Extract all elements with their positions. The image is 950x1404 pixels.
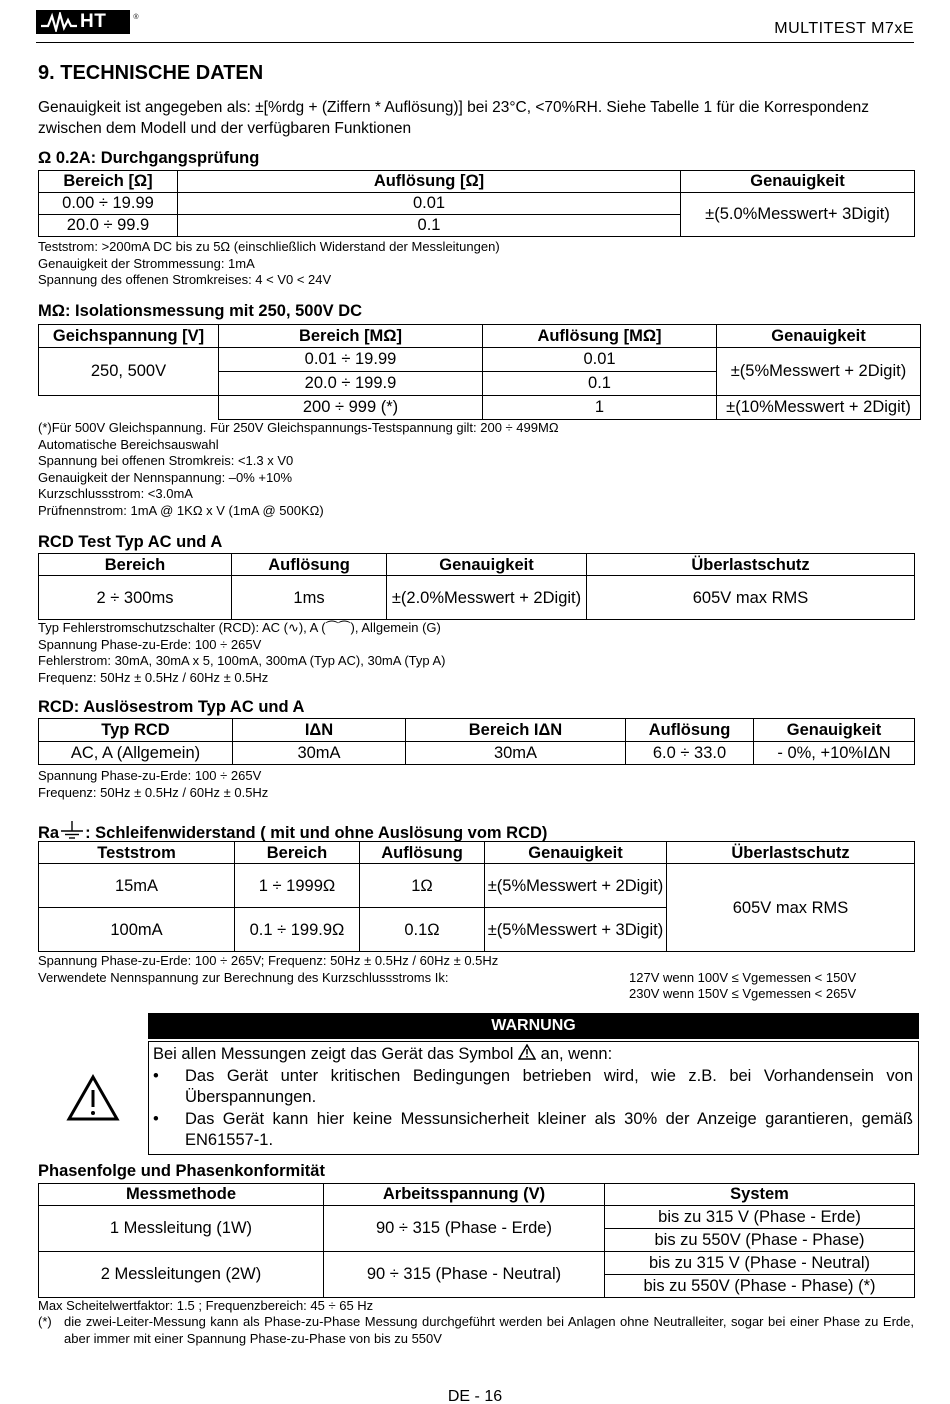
note-line: Spannung Phase-zu-Erde: 100 ÷ 265V <box>38 636 262 652</box>
note-line: Spannung Phase-zu-Erde: 100 ÷ 265V <box>38 768 262 783</box>
table-cell: 2 Messleitungen (2W) <box>39 1252 324 1298</box>
bullet-icon: • <box>153 1066 159 1085</box>
table-cell: 0.01 <box>483 348 717 372</box>
note-line: Frequenz: 50Hz ± 0.5Hz / 60Hz ± 0.5Hz <box>38 669 269 685</box>
rcd-test-table <box>38 553 915 620</box>
table-cell: 30mA <box>233 742 406 765</box>
note-line: Spannung bei offenen Stromkreis: <1.3 x V0 <box>38 453 294 469</box>
table-cell: ±(10%Messwert + 2Digit) <box>717 396 921 420</box>
col-header: Teststrom <box>39 842 235 864</box>
table-cell: - 0%, +10%IΔN <box>754 742 915 765</box>
page-title: 9. TECHNISCHE DATEN <box>38 62 264 84</box>
model-name: MULTITEST M7xE <box>774 20 914 37</box>
rcd-trip-notes <box>38 768 268 801</box>
col-header: Auflösung [MΩ] <box>483 325 717 348</box>
table-cell: 0.01 ÷ 19.99 <box>219 348 483 372</box>
col-header: System <box>605 1184 915 1206</box>
table-cell: 250, 500V <box>39 348 219 396</box>
table-cell: 1 ÷ 1999Ω <box>235 864 360 908</box>
col-header: Bereich <box>39 554 232 576</box>
lightning-icon <box>40 12 78 32</box>
col-header: IΔN <box>233 719 406 742</box>
footnote-text: die zwei-Leiter-Messung kann als Phase-zu-Phase Messung durchgeführt werden bei Anlagen ohne Neutralleiter, sogar bei einer Phase zu Erde, aber immer mit einer Spannung Phase-zu-Phase von bis zu 550V <box>64 1314 914 1346</box>
note-line: Typ Fehlerstromschutzschalter (RCD): AC (∿), A (⏜⏜), Allgemein (G) <box>38 620 441 635</box>
note-line: (*)Für 500V Gleichspannung. Für 250V Gleichspannungs-Testspannung gilt: 200 ÷ 499MΩ <box>38 420 559 435</box>
bullet-icon: • <box>153 1109 159 1128</box>
table-cell: 1 <box>483 396 717 420</box>
note-line: Kurzschlussstrom: <3.0mA <box>38 486 193 502</box>
table-cell: bis zu 315 V (Phase - Erde) <box>605 1206 915 1229</box>
table-cell: ±(5%Messwert + 2Digit) <box>485 864 667 908</box>
note-line: Genauigkeit der Strommessung: 1mA <box>38 255 255 271</box>
table-cell: 0.1 <box>483 372 717 396</box>
phase-note: Max Scheitelwertfaktor: 1.5 ; Frequenzbereich: 45 ÷ 65 Hz <box>38 1298 374 1313</box>
table-cell: 0.01 <box>178 193 681 215</box>
bullet-text: Das Gerät unter kritischen Bedingungen betrieben wird, wie z.B. bei Vorhandensein von Überspannungen. <box>185 1066 913 1106</box>
bullet-text: Das Gerät kann hier keine Messunsicherheit kleiner als 30% der Anzeige garantieren, gemäß EN61557-1. <box>185 1109 913 1149</box>
intro-text: Genauigkeit ist angegeben als: ±[%rdg + (Ziffern * Auflösung)] bei 23°C, <70%RH. Siehe Tabelle 1 für die Korrespondenz zwischen dem Modell und der verfügbaren Funktionen <box>38 99 869 137</box>
insulation-heading: MΩ: Isolationsmessung mit 250, 500V DC <box>38 302 363 320</box>
col-header: Auflösung <box>360 842 485 864</box>
phase-heading: Phasenfolge und Phasenkonformität <box>38 1162 325 1180</box>
note-line: Prüfnennstrom: 1mA @ 1KΩ x V (1mA @ 500KΩ) <box>38 502 324 518</box>
continuity-table <box>38 170 915 237</box>
table-cell: AC, A (Allgemein) <box>39 742 233 765</box>
table-cell: ±(5.0%Messwert+ 3Digit) <box>681 193 915 237</box>
note-line: Teststrom: >200mA DC bis zu 5Ω (einschließlich Widerstand der Messleitungen) <box>38 239 500 254</box>
table-cell: 200 ÷ 999 (*) <box>219 396 483 420</box>
col-header: Genauigkeit <box>681 171 915 193</box>
earth-ground-icon <box>59 820 85 840</box>
loop-heading <box>38 820 547 843</box>
table-cell: 2 ÷ 300ms <box>39 576 232 620</box>
table-cell: bis zu 315 V (Phase - Neutral) <box>605 1252 915 1275</box>
rcd-test-heading: RCD Test Typ AC und A <box>38 533 223 551</box>
insulation-table <box>38 324 921 420</box>
warning-text <box>153 1044 913 1152</box>
table-cell: ±(5%Messwert + 2Digit) <box>717 348 921 396</box>
table-cell: 90 ÷ 315 (Phase - Neutral) <box>324 1252 605 1298</box>
col-header: Genauigkeit <box>754 719 915 742</box>
table-cell: 0.1 ÷ 199.9Ω <box>235 908 360 952</box>
warning-triangle-icon <box>66 1074 120 1122</box>
loop-note-2: Verwendete Nennspannung zur Berechnung des Kurzschlussstroms Ik: <box>38 970 449 985</box>
table-cell: 15mA <box>39 864 235 908</box>
col-header: Überlastschutz <box>667 842 915 864</box>
rcd-trip-table <box>38 718 915 765</box>
col-header: Auflösung <box>232 554 387 576</box>
col-header: Typ RCD <box>39 719 233 742</box>
table-cell: 90 ÷ 315 (Phase - Erde) <box>324 1206 605 1252</box>
table-cell: 605V max RMS <box>587 576 915 620</box>
col-header: Bereich [MΩ] <box>219 325 483 348</box>
rcd-trip-heading: RCD: Auslösestrom Typ AC und A <box>38 698 305 716</box>
page-number: DE - 16 <box>447 1388 503 1404</box>
table-cell: 1Ω <box>360 864 485 908</box>
warning-bullet <box>153 1109 913 1152</box>
col-header: Bereich [Ω] <box>39 171 178 193</box>
col-header: Genauigkeit <box>387 554 587 576</box>
note-line: Frequenz: 50Hz ± 0.5Hz / 60Hz ± 0.5Hz <box>38 784 269 800</box>
loop-heading-prefix: Ra <box>38 824 60 842</box>
note-line: Genauigkeit der Nennspannung: –0% +10% <box>38 469 293 485</box>
loop-heading-text: : Schleifenwiderstand ( mit und ohne Auslösung vom RCD) <box>85 824 548 842</box>
table-cell: ±(2.0%Messwert + 2Digit) <box>387 576 587 620</box>
col-header: Geichspannung [V] <box>39 325 219 348</box>
insulation-notes <box>38 420 559 520</box>
note-line: Spannung des offenen Stromkreises: 4 < V0 < 24V <box>38 272 332 288</box>
note-line: Automatische Bereichsauswahl <box>38 436 219 452</box>
col-header: Bereich IΔN <box>406 719 626 742</box>
continuity-heading: Ω 0.2A: Durchgangsprüfung <box>38 149 260 167</box>
continuity-notes <box>38 239 500 289</box>
loop-note-4: 230V wenn 150V ≤ Vgemessen < 265V <box>629 986 857 1001</box>
loop-note-3: 127V wenn 100V ≤ Vgemessen < 150V <box>629 970 857 985</box>
header-divider <box>36 42 914 43</box>
table-cell: 1ms <box>232 576 387 620</box>
note-line: Fehlerstrom: 30mA, 30mA x 5, 100mA, 300mA (Typ AC), 30mA (Typ A) <box>38 653 446 669</box>
rcd-test-notes <box>38 620 446 686</box>
phase-table <box>38 1183 915 1298</box>
col-header: Genauigkeit <box>717 325 921 348</box>
phase-footnote <box>38 1314 914 1347</box>
col-header: Auflösung [Ω] <box>178 171 681 193</box>
table-cell: 0.00 ÷ 19.99 <box>39 193 178 215</box>
loop-table <box>38 841 915 952</box>
table-cell: 6.0 ÷ 33.0 <box>626 742 754 765</box>
warning-symbol-icon <box>518 1044 536 1060</box>
warning-title: WARNUNG <box>148 1013 919 1039</box>
warning-lead-a: Bei allen Messungen zeigt das Gerät das Symbol <box>153 1045 514 1063</box>
table-cell: 30mA <box>406 742 626 765</box>
ht-logo: HT ® <box>36 10 130 34</box>
col-header: Bereich <box>235 842 360 864</box>
table-cell: 605V max RMS <box>667 864 915 952</box>
warning-lead <box>153 1044 913 1066</box>
table-cell: bis zu 550V (Phase - Phase) <box>605 1229 915 1252</box>
table-cell: 0.1 <box>178 215 681 237</box>
footnote-mark: (*) <box>38 1314 52 1329</box>
col-header: Auflösung <box>626 719 754 742</box>
table-cell: 0.1Ω <box>360 908 485 952</box>
table-cell: bis zu 550V (Phase - Phase) (*) <box>605 1275 915 1298</box>
col-header: Messmethode <box>39 1184 324 1206</box>
col-header: Arbeitsspannung (V) <box>324 1184 605 1206</box>
table-cell <box>39 396 219 420</box>
table-cell: 20.0 ÷ 199.9 <box>219 372 483 396</box>
table-cell: 20.0 ÷ 99.9 <box>39 215 178 237</box>
loop-note-1: Spannung Phase-zu-Erde: 100 ÷ 265V; Frequenz: 50Hz ± 0.5Hz / 60Hz ± 0.5Hz <box>38 953 499 968</box>
col-header: Überlastschutz <box>587 554 915 576</box>
col-header: Genauigkeit <box>485 842 667 864</box>
logo-text: HT <box>80 11 107 32</box>
warning-bullet <box>153 1066 913 1109</box>
warning-lead-b: an, wenn: <box>540 1045 613 1063</box>
table-cell: ±(5%Messwert + 3Digit) <box>485 908 667 952</box>
table-cell: 100mA <box>39 908 235 952</box>
table-cell: 1 Messleitung (1W) <box>39 1206 324 1252</box>
